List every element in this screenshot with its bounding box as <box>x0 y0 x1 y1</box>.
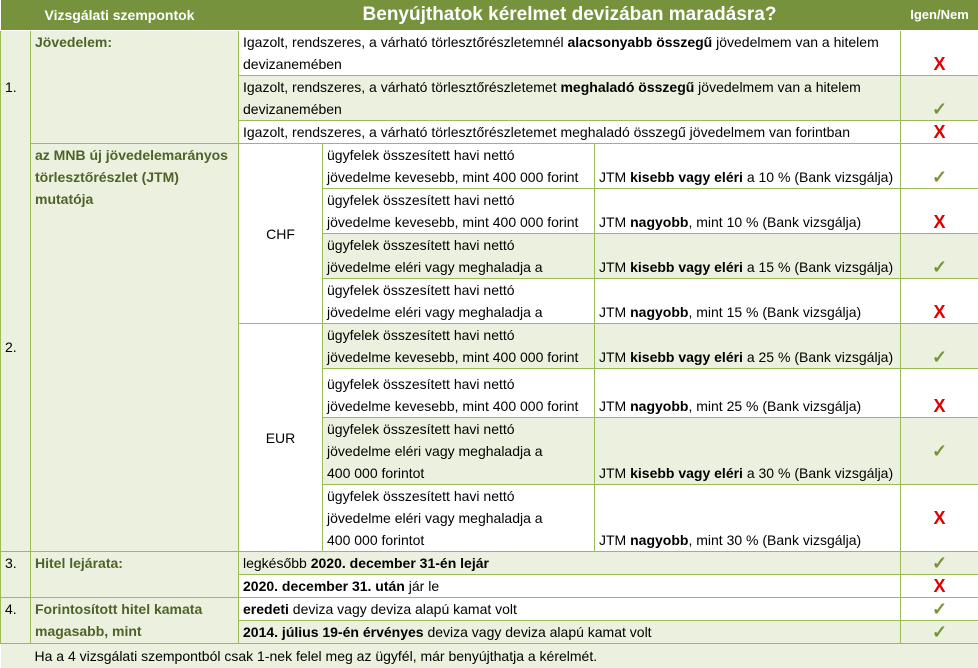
condition-text: ügyfelek összesített havi nettó <box>327 376 515 392</box>
condition-cell <box>239 552 901 575</box>
condition-text: JTM <box>599 304 630 320</box>
condition-text: jövedelme kevesebb, mint 400 000 forint <box>327 214 578 230</box>
condition-text: a 25 % (Bank vizsgálja) <box>743 349 893 365</box>
condition-cell <box>239 575 901 598</box>
condition-text: JTM <box>599 169 630 185</box>
condition-cell: Igazolt, rendszeres, a várható törlesztőrészletemet meghaladó összegű jövedelmem van forintban <box>239 121 901 144</box>
condition-text: devizanemében <box>243 56 342 72</box>
condition-text: , mint 15 % (Bank vizsgálja) <box>688 304 861 320</box>
red-x-icon: X <box>901 369 978 418</box>
table-row <box>1 144 978 189</box>
condition-text: jövedelmem van a hitelem <box>712 34 879 50</box>
green-check-icon: ✓ <box>901 418 978 485</box>
income-condition <box>323 485 595 552</box>
condition-text: jövedelme eléri vagy meghaladja a <box>327 510 543 526</box>
jtm-condition <box>595 189 901 234</box>
condition-emphasis: 2020. december 31-én lejár <box>311 555 489 571</box>
income-condition <box>323 234 595 279</box>
condition-text: ügyfelek összesített havi nettó <box>327 147 515 163</box>
condition-text: Igazolt, rendszeres, a várható törlesztőrészletemnél <box>243 34 568 50</box>
criterion-label: Jövedelem: <box>31 31 239 144</box>
section-number: 2. <box>1 144 31 552</box>
condition-cell <box>239 31 901 76</box>
currency-eur: EUR <box>239 324 323 552</box>
income-condition <box>323 324 595 369</box>
yes-no-header: Igen/Nem <box>901 0 978 31</box>
condition-cell <box>239 598 901 621</box>
criterion-label <box>31 144 239 552</box>
criterion-label-line: magasabb, mint <box>35 623 142 639</box>
condition-text: , mint 10 % (Bank vizsgálja) <box>688 214 861 230</box>
condition-text: Igazolt, rendszeres, a várható törlesztőrészletemet <box>243 79 560 95</box>
criteria-header: Vizsgálati szempontok <box>1 0 239 31</box>
condition-emphasis: kisebb vagy eléri <box>630 465 743 481</box>
condition-text: , mint 25 % (Bank vizsgálja) <box>688 398 861 414</box>
table-row <box>1 598 978 621</box>
condition-text: jövedelme kevesebb, mint 400 000 forint <box>327 398 578 414</box>
income-condition <box>323 144 595 189</box>
section-number: 3. <box>1 552 31 598</box>
footer-row <box>1 644 978 668</box>
condition-emphasis: kisebb vagy eléri <box>630 259 743 275</box>
income-condition <box>323 369 595 418</box>
red-x-icon: X <box>901 189 978 234</box>
criterion-label-line: Forintosított hitel kamata <box>35 601 202 617</box>
condition-text: JTM <box>599 398 630 414</box>
red-x-icon: X <box>901 31 978 76</box>
jtm-condition <box>595 369 901 418</box>
condition-emphasis: alacsonyabb összegű <box>568 34 713 50</box>
criterion-label-line: az MNB új jövedelemarányos <box>35 147 228 163</box>
condition-text: a 15 % (Bank vizsgálja) <box>743 259 893 275</box>
condition-text: deviza vagy deviza alapú kamat volt <box>289 601 517 617</box>
table-row <box>1 31 978 76</box>
condition-text: deviza vagy deviza alapú kamat volt <box>424 624 652 640</box>
green-check-icon: ✓ <box>901 76 978 121</box>
footer-note: Ha a 4 vizsgálati szempontból csak 1-nek felel meg az ügyfél, már benyújthatja a kérelmét. <box>1 644 978 668</box>
condition-cell <box>239 76 901 121</box>
condition-text: JTM <box>599 465 630 481</box>
condition-text: ügyfelek összesített havi nettó <box>327 327 515 343</box>
income-condition <box>323 189 595 234</box>
condition-text: jövedelme eléri vagy meghaladja a <box>327 259 543 275</box>
condition-text: jövedelme eléri vagy meghaladja a <box>327 443 543 459</box>
condition-text: ügyfelek összesített havi nettó <box>327 237 515 253</box>
condition-emphasis: nagyobb <box>630 398 688 414</box>
page-title: Benyújthatok kérelmet devizában maradásra? <box>239 0 901 31</box>
jtm-condition <box>595 418 901 485</box>
income-condition <box>323 279 595 324</box>
criterion-label <box>31 598 239 644</box>
condition-text: ügyfelek összesített havi nettó <box>327 192 515 208</box>
income-condition <box>323 418 595 485</box>
condition-emphasis: nagyobb <box>630 532 688 548</box>
condition-text: a 30 % (Bank vizsgálja) <box>743 465 893 481</box>
condition-text: jövedelmem van a hitelem <box>694 79 861 95</box>
section-number: 4. <box>1 598 31 644</box>
jtm-condition <box>595 234 901 279</box>
condition-text: JTM <box>599 532 630 548</box>
jtm-condition <box>595 279 901 324</box>
currency-chf: CHF <box>239 144 323 324</box>
jtm-condition <box>595 324 901 369</box>
jtm-condition <box>595 485 901 552</box>
condition-text: a 10 % (Bank vizsgálja) <box>743 169 893 185</box>
red-x-icon: X <box>901 279 978 324</box>
header-row <box>1 0 978 31</box>
condition-text: 400 000 forintot <box>327 532 424 548</box>
condition-text: jövedelme eléri vagy meghaladja a <box>327 304 543 320</box>
condition-text: ügyfelek összesített havi nettó <box>327 488 515 504</box>
green-check-icon: ✓ <box>901 324 978 369</box>
condition-text: JTM <box>599 259 630 275</box>
condition-text: JTM <box>599 349 630 365</box>
green-check-icon: ✓ <box>901 598 978 621</box>
condition-emphasis: eredeti <box>243 601 289 617</box>
section-number: 1. <box>1 31 31 144</box>
condition-emphasis: meghaladó összegű <box>560 79 694 95</box>
condition-emphasis: nagyobb <box>630 304 688 320</box>
green-check-icon: ✓ <box>901 234 978 279</box>
condition-text: legkésőbb <box>243 555 311 571</box>
red-x-icon: X <box>901 485 978 552</box>
table-row <box>1 552 978 575</box>
condition-emphasis: kisebb vagy eléri <box>630 349 743 365</box>
red-x-icon: X <box>901 575 978 598</box>
jtm-condition <box>595 144 901 189</box>
green-check-icon: ✓ <box>901 144 978 189</box>
condition-emphasis: 2014. július 19-én érvényes <box>243 624 424 640</box>
criterion-label-line: törlesztőrészlet (JTM) <box>35 169 179 185</box>
green-check-icon: ✓ <box>901 552 978 575</box>
condition-emphasis: nagyobb <box>630 214 688 230</box>
red-x-icon: X <box>901 121 978 144</box>
condition-text: jövedelme kevesebb, mint 400 000 forint <box>327 349 578 365</box>
condition-text: JTM <box>599 214 630 230</box>
condition-text: jövedelme kevesebb, mint 400 000 forint <box>327 169 578 185</box>
condition-text: devizanemében <box>243 101 342 117</box>
condition-text: , mint 30 % (Bank vizsgálja) <box>688 532 861 548</box>
green-check-icon: ✓ <box>901 621 978 644</box>
condition-emphasis: 2020. december 31. után <box>243 578 405 594</box>
condition-text: jár le <box>405 578 439 594</box>
condition-cell <box>239 621 901 644</box>
condition-text: ügyfelek összesített havi nettó <box>327 282 515 298</box>
criterion-label-line: mutatója <box>35 191 93 207</box>
condition-text: 400 000 forintot <box>327 465 424 481</box>
condition-text: ügyfelek összesített havi nettó <box>327 421 515 437</box>
criterion-label: Hitel lejárata: <box>31 552 239 598</box>
condition-emphasis: kisebb vagy eléri <box>630 169 743 185</box>
